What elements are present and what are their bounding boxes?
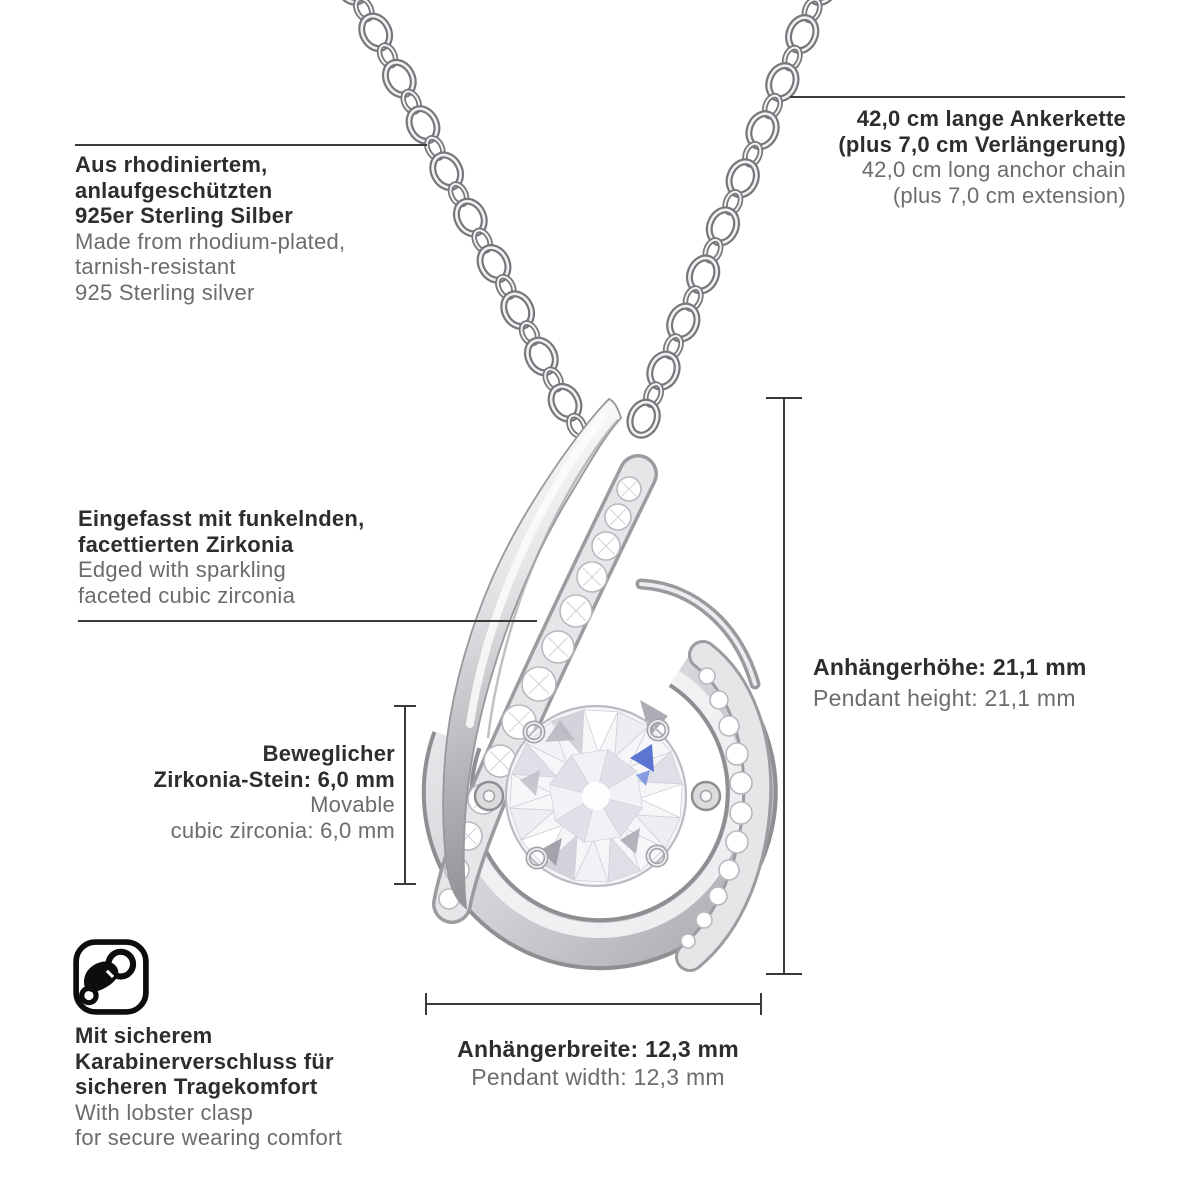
clasp-en-line: With lobster clasp (75, 1099, 254, 1125)
zirconia-de-line: facettierten Zirkonia (78, 531, 294, 557)
stone-en-line: cubic zirconia: 6,0 mm (170, 817, 395, 843)
material-en-line: tarnish-resistant (75, 254, 236, 279)
stone-en-line: Movable (310, 792, 395, 817)
side-pin-right (692, 782, 720, 810)
clasp-de-line: sicheren Tragekomfort (75, 1074, 318, 1099)
chain-de-line: (plus 7,0 cm Verlängerung) (838, 131, 1126, 157)
clasp-de-line: Karabinerverschluss für (75, 1048, 334, 1074)
material-annotation (75, 152, 345, 305)
pendant-height-en: Pendant height: 21,1 mm (813, 685, 1076, 711)
material-en-line: Made from rhodium-plated, (75, 228, 346, 254)
zirconia-en-line: faceted cubic zirconia (78, 582, 296, 608)
clasp-annotation (75, 1023, 342, 1151)
chain-de-line: 42,0 cm lange Ankerkette (856, 106, 1126, 131)
stone-de-line: Beweglicher (262, 741, 395, 766)
material-de-line: Aus rhodiniertem, (75, 152, 268, 177)
zirconia-en-line: Edged with sparkling (78, 557, 287, 582)
pendant (439, 399, 757, 957)
chain-right-strand (625, 0, 840, 439)
stone-de-line: Zirkonia-Stein: 6,0 mm (153, 766, 395, 792)
chain-left-strand (333, 0, 588, 439)
pendant-width-annotation (428, 1035, 768, 1091)
chain-en-line: 42,0 cm long anchor chain (861, 157, 1126, 182)
clasp-en-line: for secure wearing comfort (75, 1125, 342, 1150)
chain-en-line: (plus 7,0 cm extension) (892, 182, 1126, 208)
width-measure-line (426, 993, 761, 1015)
material-de-line: 925er Sterling Silber (75, 203, 294, 228)
material-de-line: anlaufgeschützten (75, 177, 273, 203)
movable-stone-annotation (154, 741, 395, 843)
clasp-de-line: Mit sicherem (75, 1023, 213, 1048)
stone-measure-line (394, 706, 416, 884)
height-measure-line (766, 398, 802, 974)
zirconia-de-line: Eingefasst mit funkelnden, (78, 506, 365, 531)
material-en-line: 925 Sterling silver (75, 279, 255, 305)
zirconia-edge-annotation (78, 506, 364, 608)
pendant-height-annotation (813, 652, 1087, 714)
pendant-width-en: Pendant width: 12,3 mm (471, 1064, 725, 1090)
pendant-width-de: Anhängerbreite: 12,3 mm (457, 1036, 739, 1062)
pendant-height-de: Anhängerhöhe: 21,1 mm (813, 654, 1087, 680)
lobster-clasp-icon (72, 938, 150, 1016)
side-pin-left (475, 782, 503, 810)
chain-length-annotation (838, 106, 1126, 208)
